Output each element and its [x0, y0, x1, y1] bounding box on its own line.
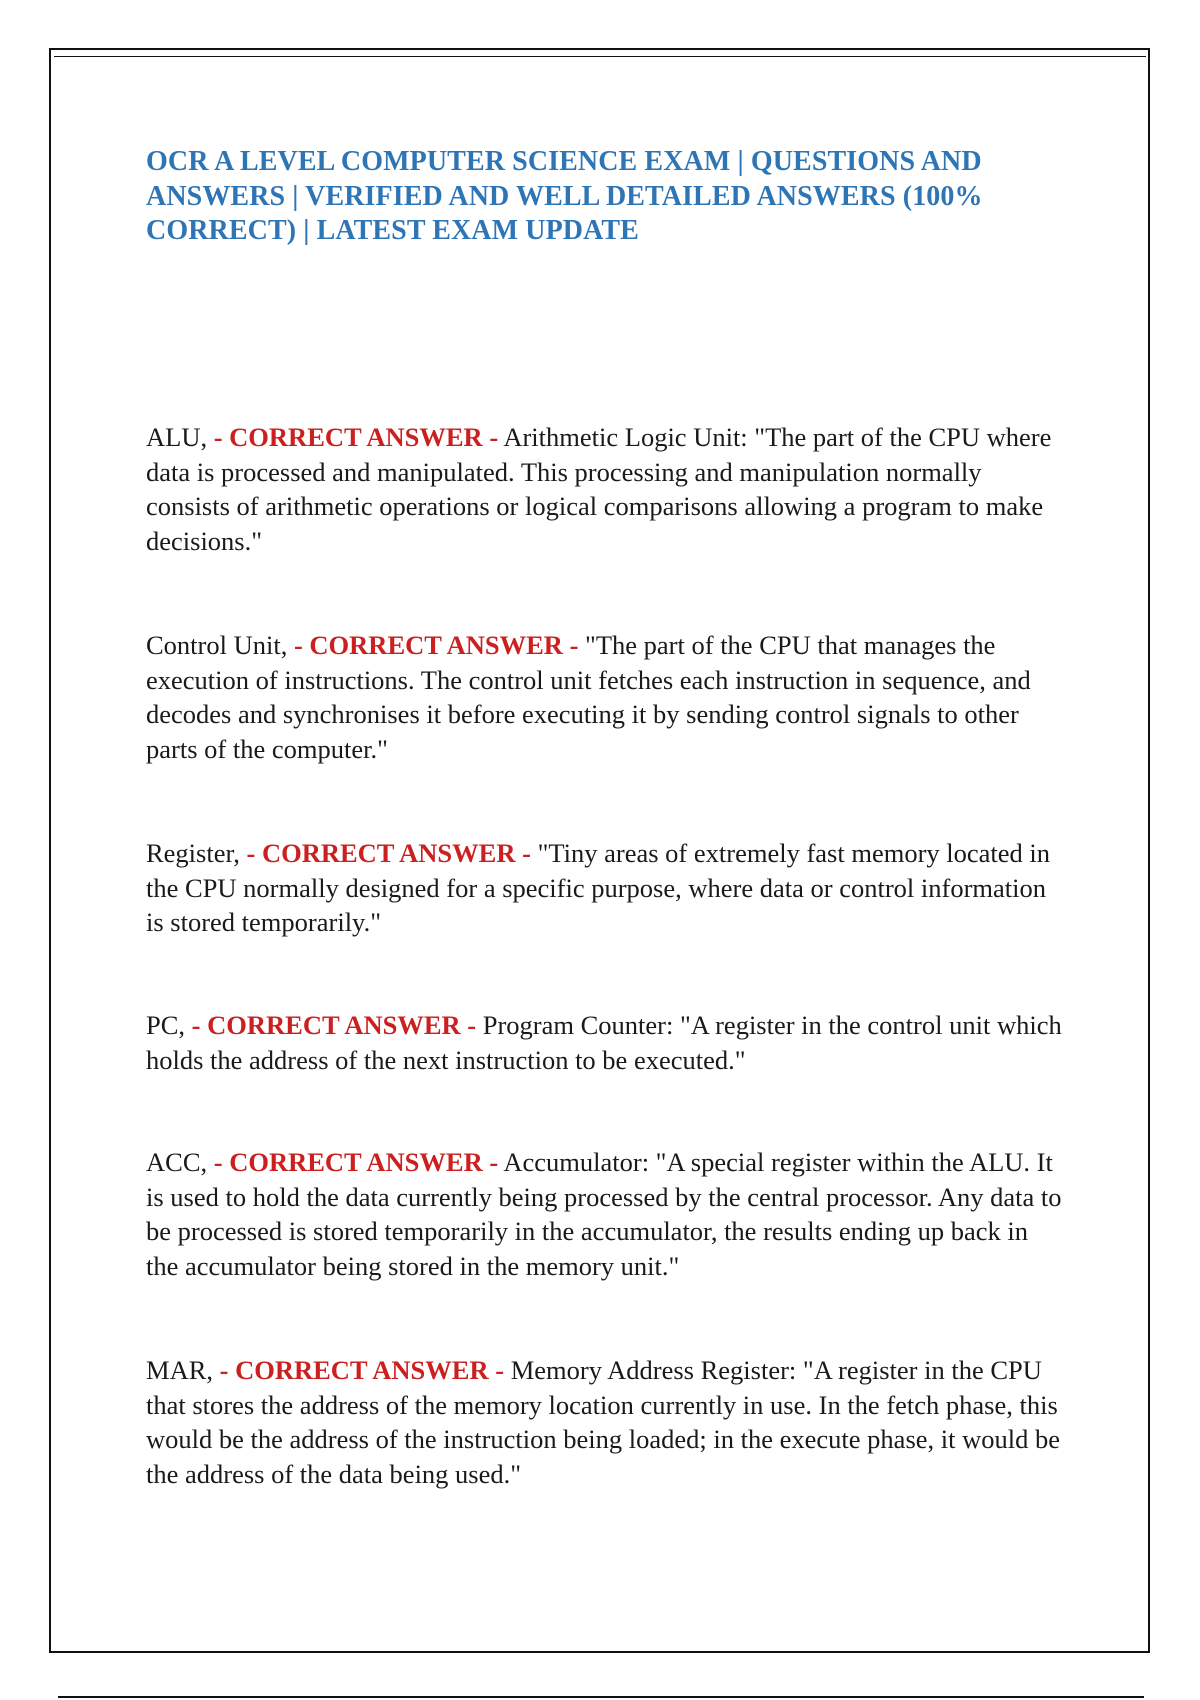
- document-title: OCR A LEVEL COMPUTER SCIENCE EXAM | QUESTIONS AND ANSWERS | VERIFIED AND WELL DETAILED ANSWERS (100% CORRECT) | LATEST EXAM UPDATE: [146, 146, 983, 246]
- qa-item-acc: [146, 1145, 1066, 1284]
- qa-term: PC,: [146, 1010, 186, 1040]
- correct-answer-marker: - CORRECT ANSWER -: [219, 1355, 505, 1385]
- correct-answer-marker: - CORRECT ANSWER -: [293, 630, 579, 660]
- qa-term: Control Unit,: [146, 630, 288, 660]
- qa-term: MAR,: [146, 1355, 214, 1385]
- qa-answer: Program Counter: "A register in the control unit which holds the address of the next instruction to be executed.": [146, 1010, 1062, 1075]
- qa-item-register: [146, 836, 1066, 940]
- qa-answer: Arithmetic Logic Unit: "The part of the CPU where data is processed and manipulated. This processing and manipulation normally consists of arithmetic operations or logical comparisons allowing a program to make decisions.": [146, 422, 1052, 557]
- qa-answer: "The part of the CPU that manages the execution of instructions. The control unit fetches each instruction in sequence, and decodes and synchronises it before executing it by sending control signals to other parts of the computer.": [146, 630, 1031, 765]
- qa-answer: Memory Address Register: "A register in the CPU that stores the address of the memory location currently in use. In the fetch phase, this would be the address of the instruction being loaded; in the execute phase, it would be the address of the data being used.": [146, 1355, 1061, 1490]
- qa-item-control-unit: [146, 628, 1066, 767]
- bottom-rule: [58, 1696, 1144, 1698]
- qa-term: ACC,: [146, 1147, 208, 1177]
- qa-answer: Accumulator: "A special register within the ALU. It is used to hold the data currently being processed by the central processor. Any data to be processed is stored temporarily in the accumulator, the results ending up back in the accumulator being stored in the memory unit.": [146, 1147, 1062, 1282]
- qa-item-pc: [146, 1008, 1066, 1077]
- qa-term: ALU,: [146, 422, 208, 452]
- correct-answer-marker: - CORRECT ANSWER -: [213, 1147, 499, 1177]
- qa-answer: "Tiny areas of extremely fast memory located in the CPU normally designed for a specific purpose, where data or control information is stored temporarily.": [146, 838, 1051, 938]
- top-rule: [54, 56, 1146, 57]
- qa-term: Register,: [146, 838, 240, 868]
- qa-item-mar: [146, 1353, 1066, 1492]
- correct-answer-marker: - CORRECT ANSWER -: [246, 838, 531, 868]
- correct-answer-marker: - CORRECT ANSWER -: [213, 422, 499, 452]
- correct-answer-marker: - CORRECT ANSWER -: [191, 1010, 477, 1040]
- qa-item-alu: [146, 420, 1066, 559]
